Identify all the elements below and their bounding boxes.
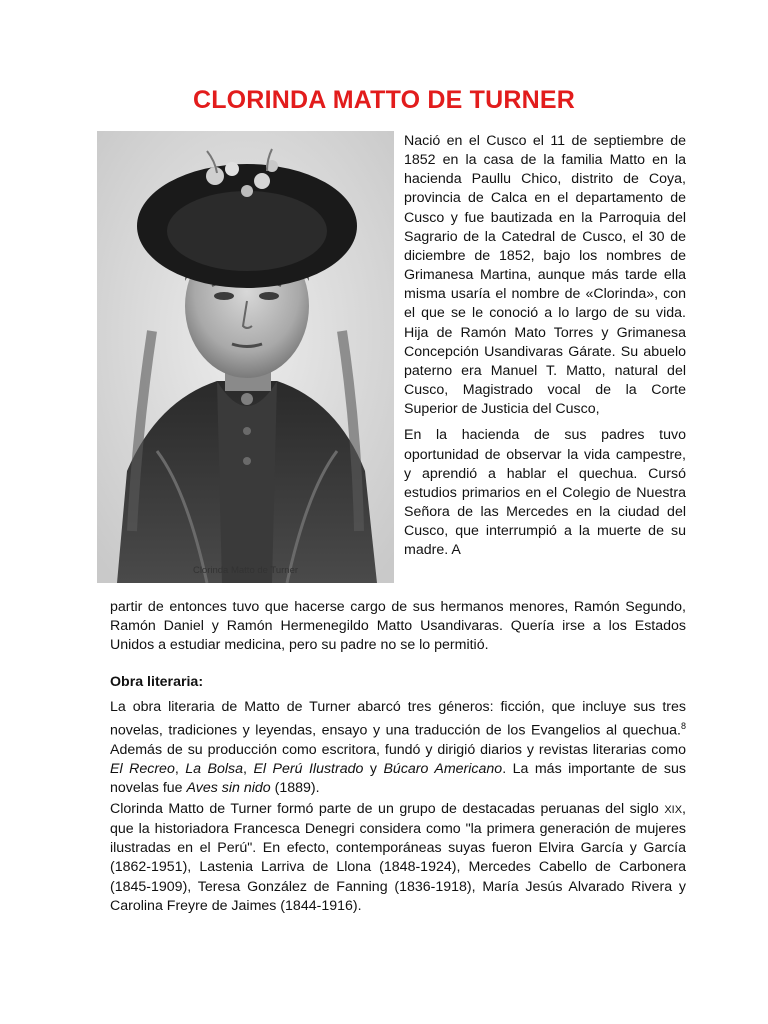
photo-caption: Clorinda Matto de Turner [192, 565, 299, 576]
literary-work-paragraph [110, 698, 686, 799]
text-span: Además de su producción como escritora, fundó y dirigió diarios y revistas literarias como [110, 742, 686, 759]
journal-title: El Perú Ilustrado [253, 761, 364, 778]
text-span: La obra literaria de Matto de Turner abarcó tres géneros: ficción, que incluye sus tres novelas, tradiciones y leyendas, ensayo y una traducción de los Evangelios al quechua. [110, 699, 686, 739]
childhood-paragraph-continued: partir de entonces tuvo que hacerse cargo de sus hermanos menores, Ramón Segundo, Ramón Daniel y Ramón Hermenegildo Matto Usandivaras. Quería irse a los Estados Unidos a estudiar medicina, pero su padre no se lo permitió. [110, 599, 686, 654]
childhood-paragraph: En la hacienda de sus padres tuvo oportunidad de observar la vida campestre, y aprendió a hablar el quechua. Cursó estudios primarios en el Colegio de Nuestra Señora de las Mercedes en la ciudad del Cusco, que interrumpió a la muerte de su madre. A [404, 427, 686, 559]
novel-title: Aves sin nido [186, 780, 271, 797]
section-heading: Obra literaria: [110, 674, 204, 690]
contemporaries-paragraph [110, 800, 686, 916]
portrait-image [97, 131, 394, 583]
footnote-reference: 8 [680, 721, 686, 732]
right-text-column [404, 132, 686, 567]
text-span: , [243, 761, 254, 778]
text-span: Clorinda Matto de Turner formó parte de un grupo de destacadas peruanas del siglo [110, 801, 665, 817]
text-span: y [363, 761, 384, 778]
century-numeral: XIX [664, 804, 683, 816]
journal-title: Búcaro Americano [383, 761, 503, 778]
text-span: , que la historiadora Francesca Denegri considera como "la primera generación de mujeres ilustradas en el Perú". En efecto, contemporáneas suyas fueron Elvira García y García (1862-1951), Lastenia Larriva de Llona (1848-1924), Mercedes Cabello de Carbonera (1845-1909), Teresa González de Fanning (1836-1918), María Jesús Alvarado Rivera y Carolina Freyre de Jaimes (1844-1916). [110, 801, 686, 914]
text-span: . La más importante de sus novelas fue [110, 761, 686, 797]
page-title: CLORINDA MATTO DE TURNER [192, 86, 576, 114]
portrait-photo [97, 131, 394, 583]
journal-title: El Recreo [110, 761, 175, 778]
text-span: (1889). [270, 780, 320, 797]
journal-title: La Bolsa [185, 761, 244, 778]
text-span: , [174, 761, 186, 778]
biography-paragraph: Nació en el Cusco el 11 de septiembre de 1852 en la casa de la familia Matto en la hacienda Paullu Chico, distrito de Coya, provincia de Calca en el departamento de Cusco y fue bautizada en la Parroquia del Sagrario de la Catedral de Cusco, el 30 de diciembre de 1852, bajo los nombres de Grimanesa Martina, aunque más tarde ella misma usaría el nombre de «Clorinda», con el que se le conoció a lo largo de su vida. Hija de Ramón Mato Torres y Grimanesa Concepción Usandivaras Gárate. Su abuelo paterno era Manuel T. Matto, natural del Cusco, Magistrado vocal de la Corte Superior de Justicia del Cusco, [404, 133, 686, 418]
